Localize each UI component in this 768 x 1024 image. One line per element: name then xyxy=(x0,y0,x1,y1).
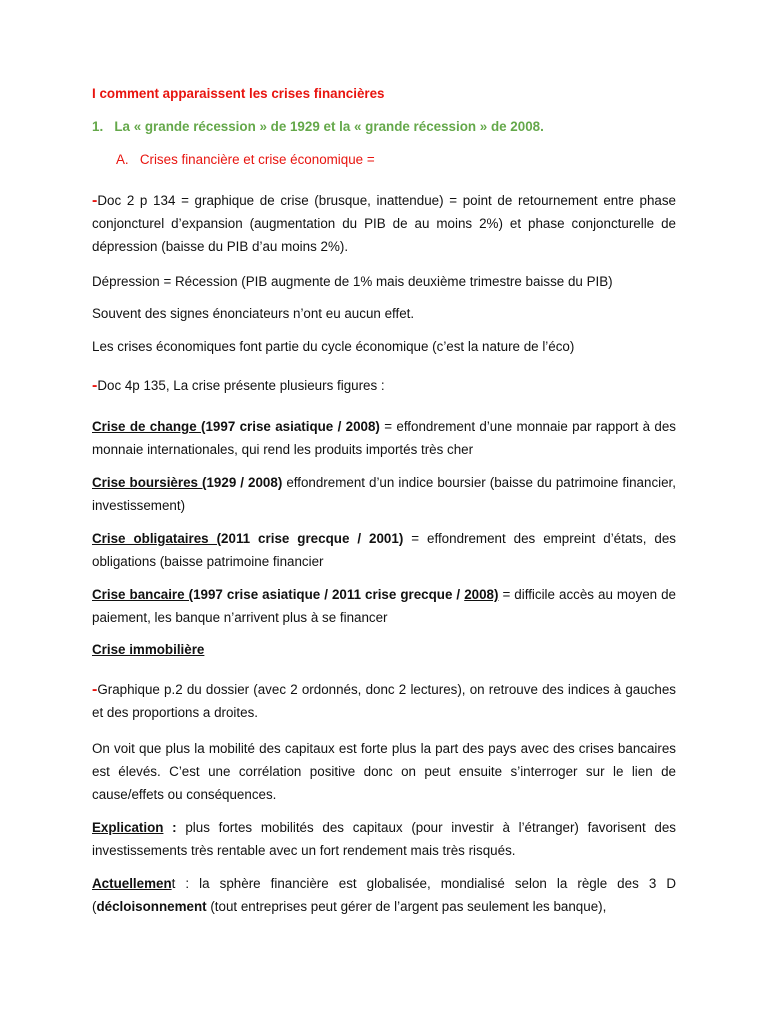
explication-text: plus fortes mobilités des capitaux (pour investir à l’étranger) favorisent des investissements très rentable avec un fort rendement mais très risqués. xyxy=(92,820,676,858)
subsection-a-text: Crises financière et crise économique = xyxy=(139,152,375,167)
crise-immobiliere xyxy=(92,638,676,661)
explication-colon: : xyxy=(163,820,177,835)
crise-de-change-label: Crise de change xyxy=(92,419,202,434)
actuellement-text-2: (tout entreprises peut gérer de l’argent pas seulement les banque), xyxy=(206,899,607,914)
subsection-a-heading xyxy=(116,148,676,171)
red-dash-bullet: - xyxy=(92,681,98,698)
crise-de-change xyxy=(92,415,676,461)
paragraph-cycle: Les crises économiques font partie du cycle économique (c’est la nature de l’éco) xyxy=(92,339,575,354)
crise-boursieres-label: Crise boursières ( xyxy=(92,475,207,490)
explication-label: Explication xyxy=(92,820,164,835)
crise-bancaire-label: Crise bancaire ( xyxy=(92,587,194,602)
crise-bancaire-dates: 1997 crise asiatique / 2011 crise grecque / xyxy=(193,587,465,602)
actuellement-label: Actuellemen xyxy=(92,876,172,891)
section-1-number: 1. xyxy=(92,119,104,134)
crise-boursieres-text: effondrement d’un indice boursier (baisse du patrimoine financier, investissement) xyxy=(92,475,676,513)
paragraph-doc2 xyxy=(92,189,676,258)
crise-obligataires xyxy=(92,527,676,573)
paragraph-graphique xyxy=(92,678,676,724)
section-1-text: La « grande récession » de 1929 et la « grande récession » de 2008. xyxy=(114,119,544,134)
subsection-a-letter: A. xyxy=(116,152,129,167)
paragraph-actuellement xyxy=(92,872,676,918)
crise-obligataires-text: = effondrement des empreint d’états, des obligations (baisse patrimoine financier xyxy=(92,531,676,569)
paragraph-explication xyxy=(92,816,676,862)
paragraph-doc4 xyxy=(92,374,676,397)
crise-de-change-dates: (1997 crise asiatique / 2008) xyxy=(201,419,380,434)
paragraph-signes: Souvent des signes énonciateurs n’ont eu aucun effet. xyxy=(92,306,415,321)
crise-bancaire xyxy=(92,583,676,629)
red-dash-bullet: - xyxy=(92,377,98,394)
decloisonnement-term: décloisonnement xyxy=(96,899,207,914)
section-1-heading xyxy=(92,115,676,138)
crise-obligataires-label: Crise obligataires ( xyxy=(92,531,222,546)
paragraph-doc4-text: Doc 4p 135, La crise présente plusieurs figures : xyxy=(97,378,385,393)
paragraph-graphique-text: Graphique p.2 du dossier (avec 2 ordonnés, donc 2 lectures), on retrouve des indices à gauches et des proportions a droites. xyxy=(92,682,676,720)
heading: I comment apparaissent les crises financières xyxy=(92,86,385,101)
paragraph-doc2-text: Doc 2 p 134 = graphique de crise (brusque, inattendue) = point de retournement entre phase conjoncturel d’expansion (augmentation du PIB de au moins 2%) et phase conjoncturelle de dépression (baisse du PIB d’au moins 2%). xyxy=(92,193,676,254)
crise-de-change-text: = effondrement d’une monnaie par rapport à des monnaie internationales, qui rend les produits importés très cher xyxy=(92,419,676,457)
crise-boursieres xyxy=(92,471,676,517)
actuellement-label-tail: t xyxy=(171,876,176,891)
actuellement-text-1: : la sphère financière est globalisée, mondialisé selon la règle des 3 D ( xyxy=(92,876,676,914)
crise-obligataires-dates: 2011 crise grecque / 2001) xyxy=(221,531,404,546)
paragraph-depression: Dépression = Récession (PIB augmente de 1% mais deuxième trimestre baisse du PIB) xyxy=(92,274,613,289)
crise-immobiliere-label: Crise immobilière xyxy=(92,642,205,657)
crise-boursieres-dates: 1929 / 2008) xyxy=(206,475,283,490)
paragraph-mobilite: On voit que plus la mobilité des capitaux est forte plus la part des pays avec des crises bancaires est élevés. C’est une corrélation positive donc on peut ensuite s’interroger sur le lien de cause/effets ou conséquences. xyxy=(92,741,676,802)
crise-bancaire-text: = difficile accès au moyen de paiement, les banque n’arrivent plus à se financer xyxy=(92,587,677,625)
red-dash-bullet: - xyxy=(92,192,98,209)
crise-bancaire-dates-end: 2008) xyxy=(464,587,499,602)
